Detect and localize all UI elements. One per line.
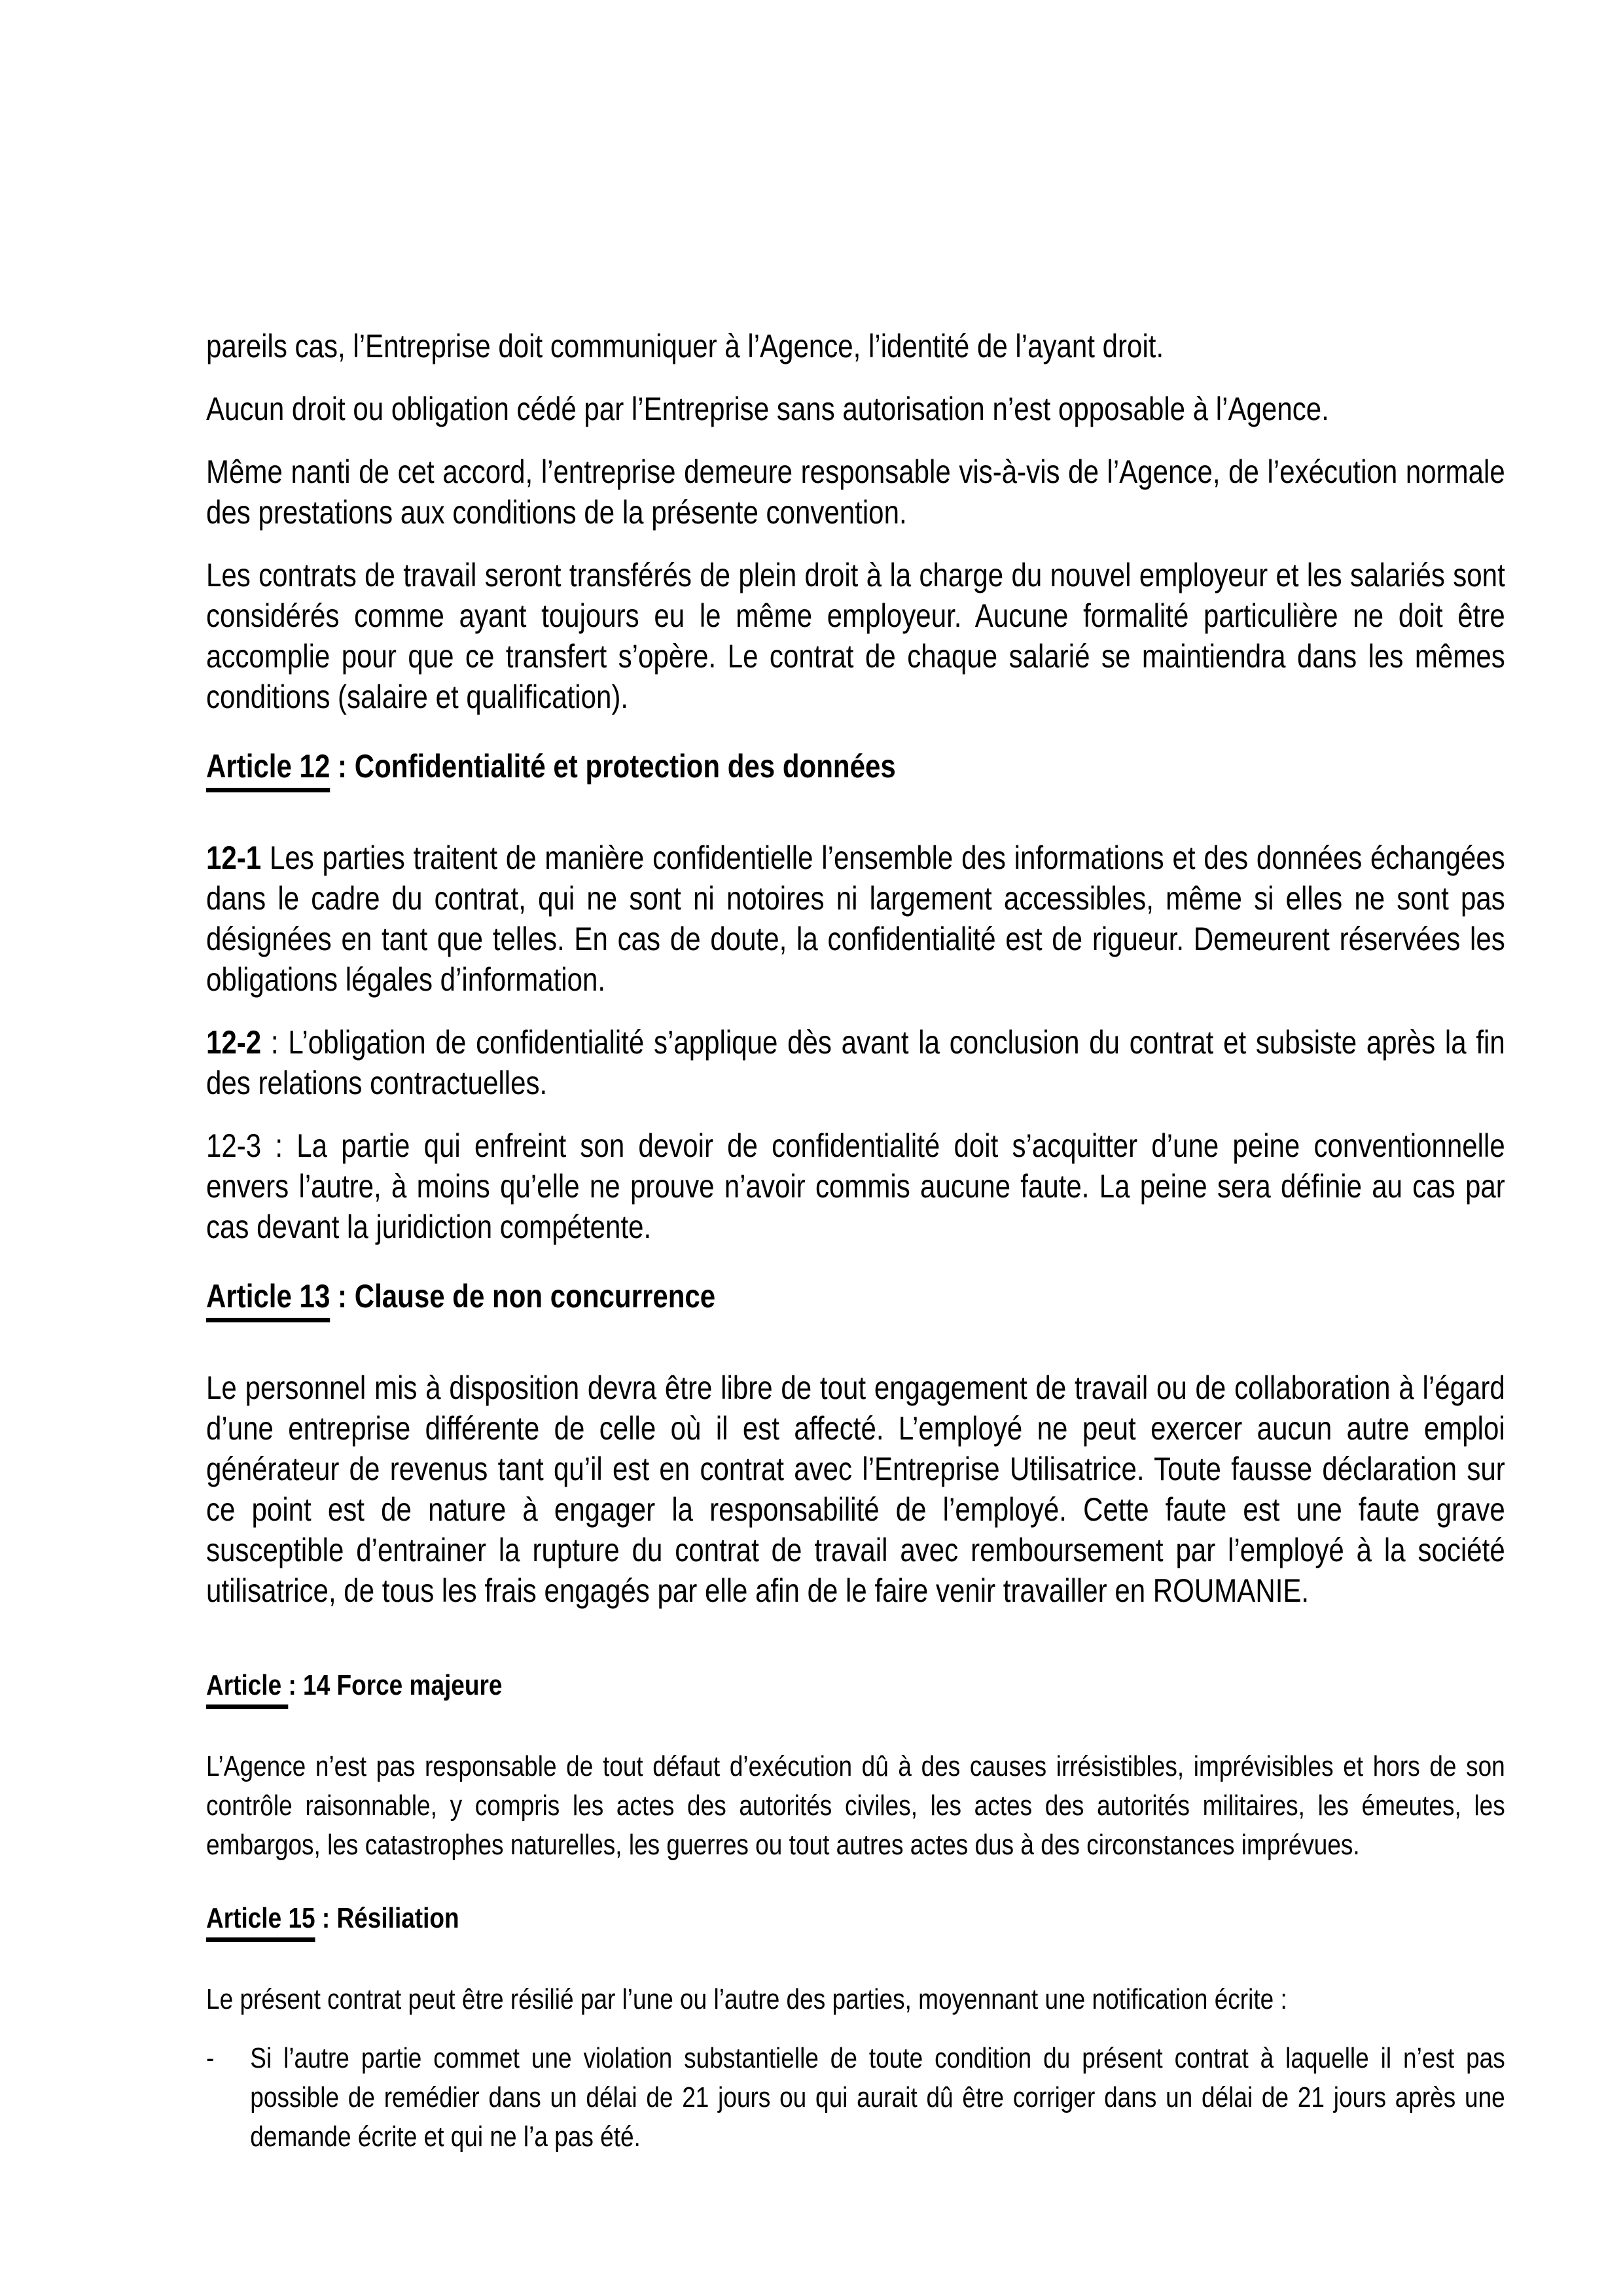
article-13-heading-title: : Clause de non concurrence bbox=[330, 1278, 716, 1315]
paragraph-cession-droits: Aucun droit ou obligation cédé par l’Entreprise sans autorisation n’est opposable à l’Agence. bbox=[206, 391, 1329, 427]
article-15-heading-number: Article 15 bbox=[206, 1902, 315, 1942]
article-15-heading bbox=[206, 1899, 1505, 1938]
document-content bbox=[206, 326, 1505, 2157]
clause-12-1-text: Les parties traitent de manière confidentielle l’ensemble des informations et des données échangées dans le cadre du contrat, qui ne sont ni notoires ni largement accessibles, même si elles ne sont pas désignées en tant que telles. En cas de doute, la confidentialité est de rigueur. Demeurent réservées les obligations légales d’information. bbox=[206, 839, 1505, 998]
article-14-heading bbox=[206, 1666, 1505, 1705]
clause-12-2-text: : L’obligation de confidentialité s’applique dès avant la conclusion du contrat et subsiste après la fin des relations contractuelles. bbox=[206, 1024, 1505, 1101]
article-13-heading-number: Article 13 bbox=[206, 1278, 330, 1322]
article-12-heading-number: Article 12 bbox=[206, 748, 330, 792]
list-item-resiliation bbox=[206, 2039, 1505, 2157]
clause-12-2 bbox=[206, 1022, 1505, 1103]
paragraph-resiliation-intro: Le présent contrat peut être résilié par l’une ou l’autre des parties, moyennant une notification écrite : bbox=[206, 1983, 1287, 2015]
paragraph-responsabilite-entreprise: Même nanti de cet accord, l’entreprise demeure responsable vis-à-vis de l’Agence, de l’exécution normale des prestations aux conditions de la présente convention. bbox=[206, 453, 1505, 531]
article-15-heading-title: : Résiliation bbox=[315, 1902, 459, 1934]
article-14-heading-number: Article bbox=[206, 1669, 288, 1709]
article-13-heading bbox=[206, 1276, 1505, 1316]
clause-12-3: 12-3 : La partie qui enfreint son devoir de confidentialité doit s’acquitter d’une peine conventionnelle envers l’autre, à moins qu’elle ne prouve n’avoir commis aucune faute. La peine sera définie au cas par cas devant la juridiction compétente. bbox=[206, 1127, 1505, 1245]
paragraph-ayant-droit: pareils cas, l’Entreprise doit communiquer à l’Agence, l’identité de l’ayant droit. bbox=[206, 328, 1164, 364]
clause-12-2-label: 12-2 bbox=[206, 1024, 262, 1061]
small-type-section bbox=[206, 1666, 1505, 2157]
dash-bullet-marker: - bbox=[206, 2042, 215, 2074]
article-14-heading-title: : 14 Force majeure bbox=[288, 1669, 503, 1701]
clause-12-1-label: 12-1 bbox=[206, 839, 262, 876]
list-item-resiliation-text: Si l’autre partie commet une violation substantielle de toute condition du présent contrat à laquelle il n’est pas possible de remédier dans un délai de 21 jours ou qui aurait dû être corriger dans un délai de 21 jours après une demande écrite et qui ne l’a pas été. bbox=[250, 2042, 1505, 2153]
paragraph-transfert-contrats: Les contrats de travail seront transférés de plein droit à la charge du nouvel employeur et les salariés sont considérés comme ayant toujours eu le même employeur. Aucune formalité particulière ne doit être accomplie pour que ce transfert s’opère. Le contrat de chaque salarié se maintiendra dans les mêmes conditions (salaire et qualification). bbox=[206, 557, 1505, 715]
article-12-heading-title: : Confidentialité et protection des données bbox=[330, 748, 896, 785]
paragraph-force-majeure: L’Agence n’est pas responsable de tout défaut d’exécution dû à des causes irrésistibles, imprévisibles et hors de son contrôle raisonnable, y compris les actes des autorités civiles, les actes des autorités militaires, les émeutes, les embargos, les catastrophes naturelles, les guerres ou tout autres actes dus à des circonstances imprévues. bbox=[206, 1750, 1505, 1861]
clause-12-1 bbox=[206, 838, 1505, 1000]
article-12-heading bbox=[206, 746, 1505, 786]
paragraph-non-concurrence: Le personnel mis à disposition devra être libre de tout engagement de travail ou de collaboration à l’égard d’une entreprise différente de celle où il est affecté. L’employé ne peut exercer aucun autre emploi générateur de revenus tant qu’il est en contrat avec l’Entreprise Utilisatrice. Toute fausse déclaration sur ce point est de nature à engager la responsabilité de l’employé. Cette faute est une faute grave susceptible d’entrainer la rupture du contrat de travail avec remboursement par l’employé à la société utilisatrice, de tous les frais engagés par elle afin de le faire venir travailler en ROUMANIE. bbox=[206, 1369, 1505, 1609]
